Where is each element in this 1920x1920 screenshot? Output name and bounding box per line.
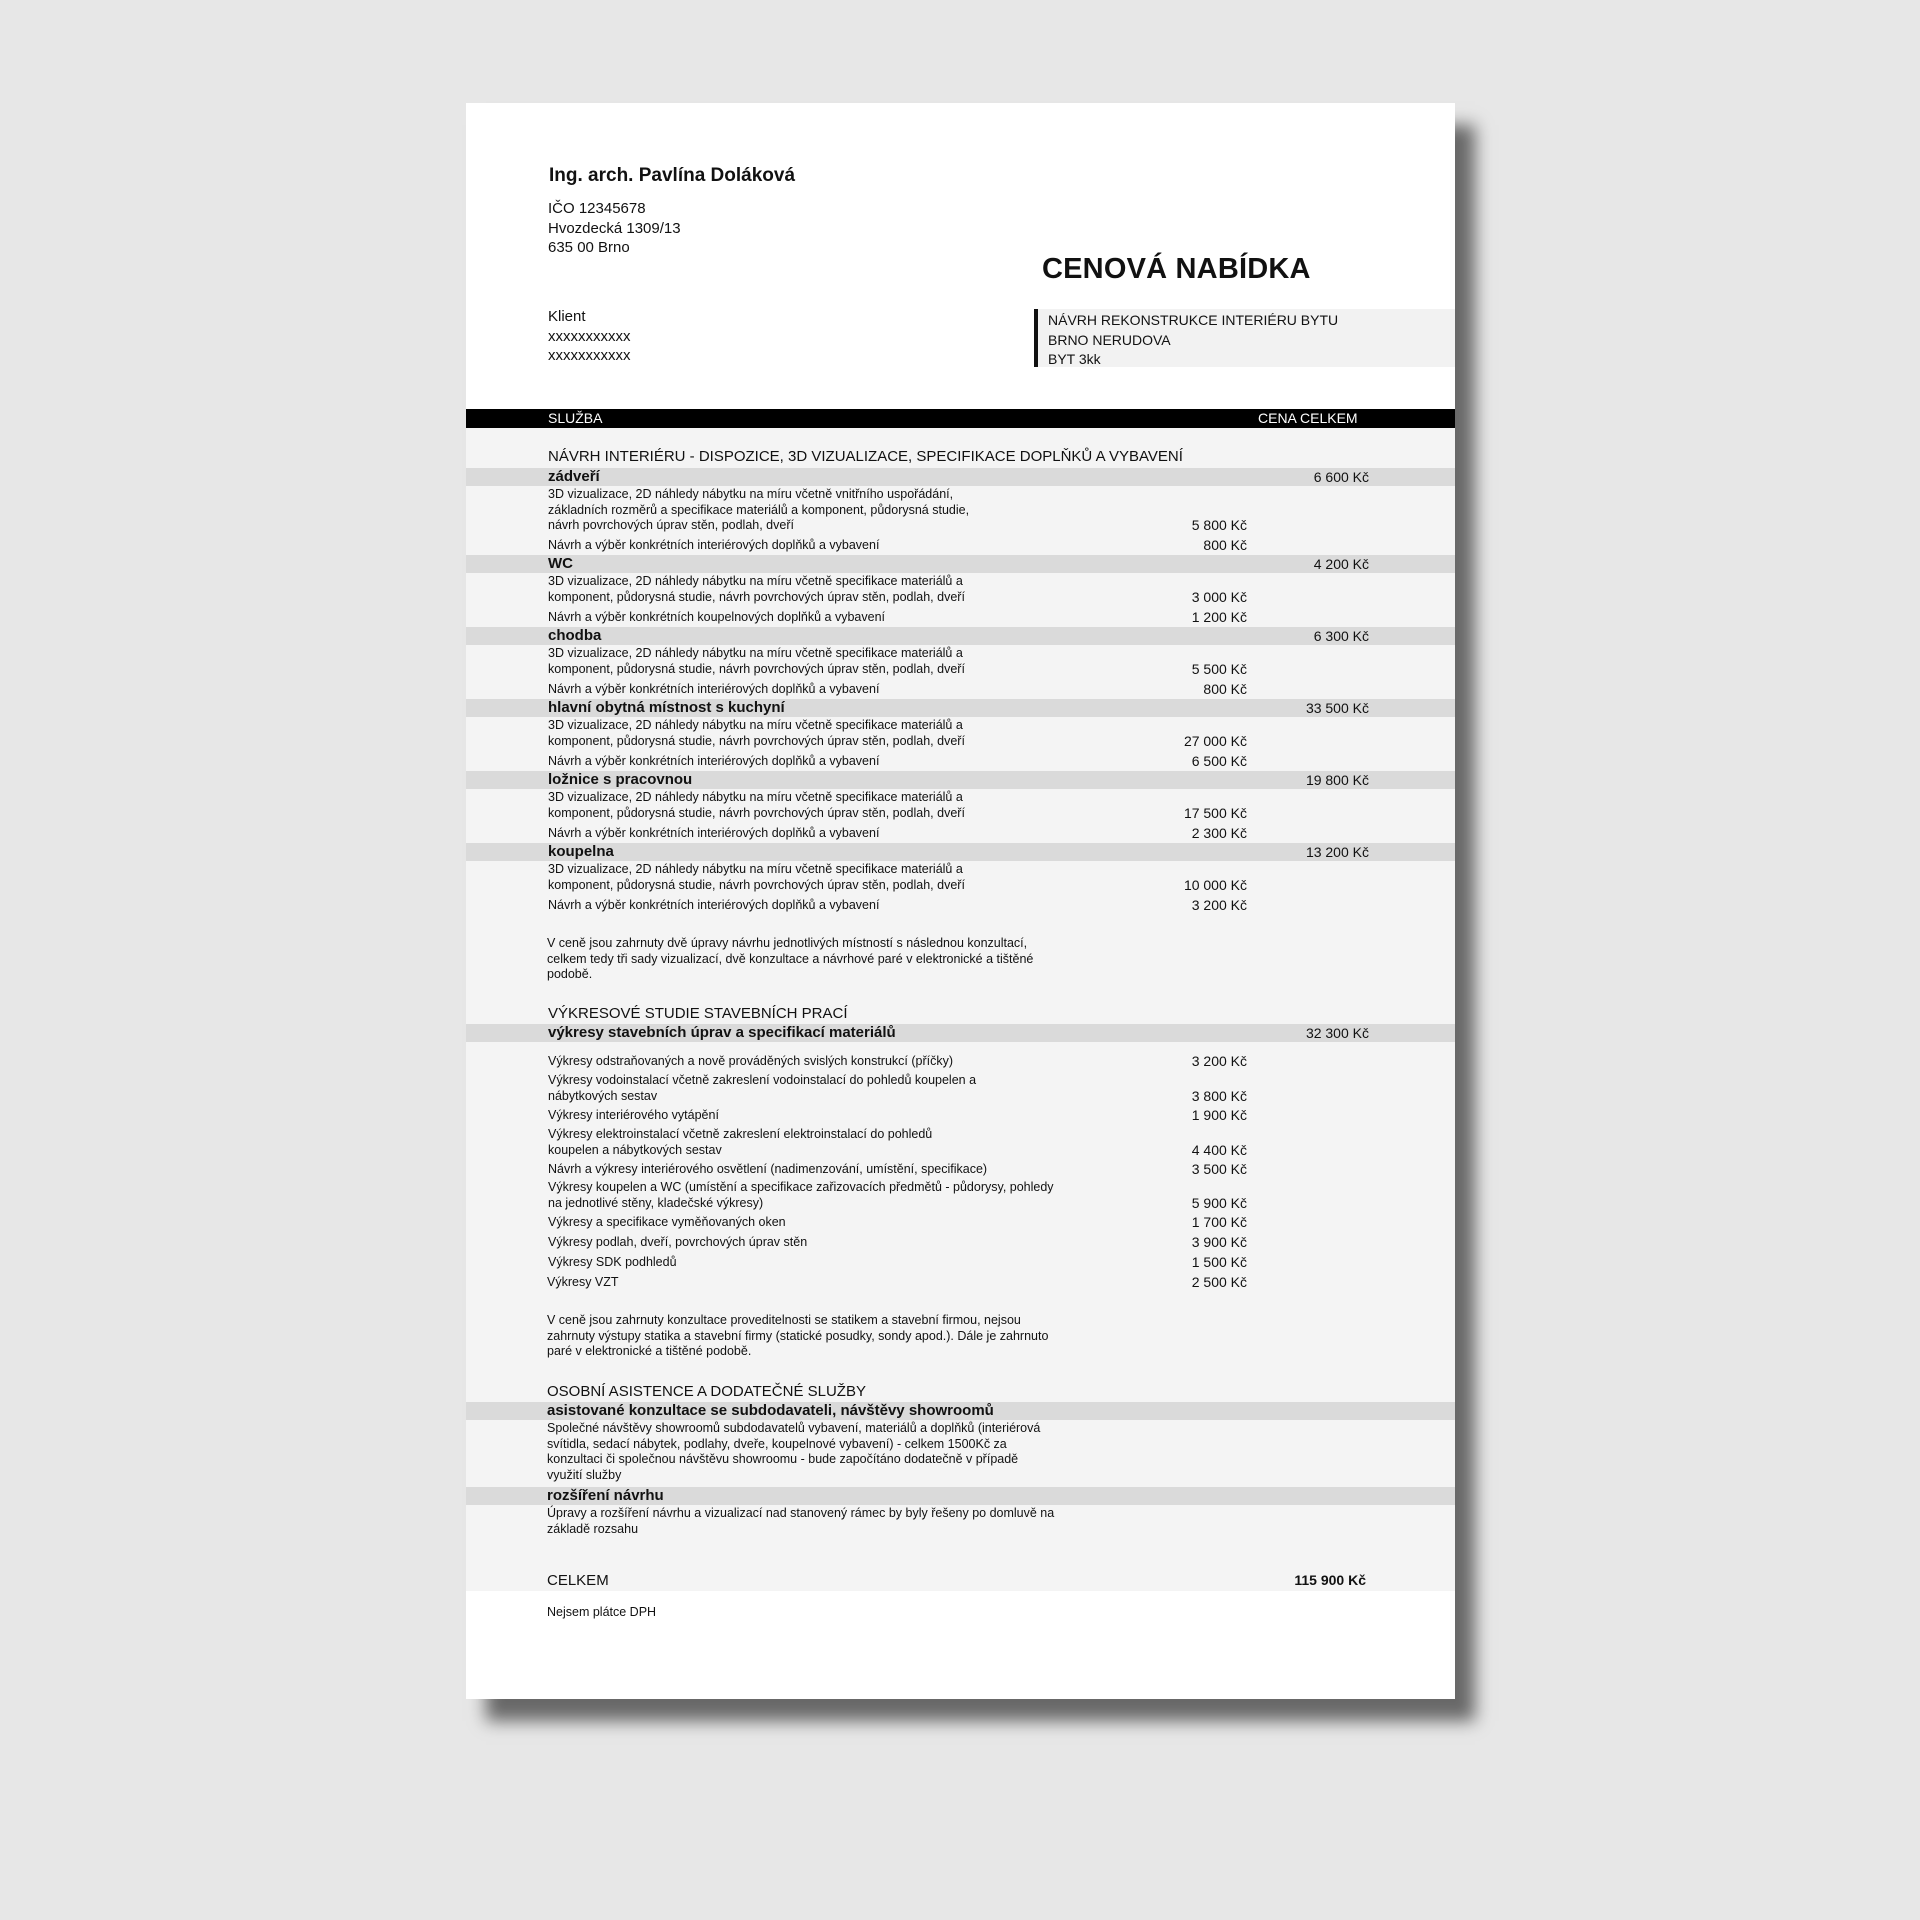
room-band (466, 699, 1455, 717)
drawing-item-price: 5 900 Kč (1191, 1195, 1247, 1211)
room-design-desc (548, 862, 965, 893)
project-line-1: NÁVRH REKONSTRUKCE INTERIÉRU BYTU (1048, 312, 1339, 328)
desc-line: svítidla, sedací nábytek, podlahy, dveře, koupelnové vybavení) - celkem 1500Kč za (547, 1436, 1007, 1451)
drawing-item-price: 3 200 Kč (1191, 1053, 1247, 1069)
room-band (466, 771, 1455, 789)
drawing-item-desc: Výkresy interiérového vytápění (548, 1108, 719, 1122)
room-band (466, 555, 1455, 573)
drawing-item-price: 1 500 Kč (1191, 1254, 1247, 1270)
desc-line: nábytkových sestav (548, 1088, 658, 1103)
room-name: zádveří (548, 468, 600, 485)
drawing-item-price: 2 500 Kč (1191, 1274, 1247, 1290)
room-design-desc (548, 487, 969, 534)
room-design-desc (548, 790, 965, 821)
design-price: 3 000 Kč (1191, 589, 1247, 605)
drawing-item-desc: Návrh a výkresy interiérového osvětlení (nadimenzování, umístění, specifikace) (548, 1162, 988, 1176)
drawing-item-desc: Výkresy odstraňovaných a nově prováděných svislých konstrukcí (příčky) (548, 1054, 954, 1068)
desc-line: Výkresy elektroinstalací včetně zakreslení elektroinstalací do pohledů (548, 1127, 933, 1141)
section1-note (547, 936, 1033, 983)
desc-line: komponent, půdorysná studie, návrh povrchových úprav stěn, podlah, dveří (548, 877, 965, 892)
note-line: V ceně jsou zahrnuty konzultace proveditelnosti se statikem a stavební firmou, nejsou (547, 1313, 1021, 1327)
acc-price: 1 200 Kč (1191, 609, 1247, 625)
room-band (466, 843, 1455, 861)
extension-desc (547, 1506, 1054, 1537)
room-total: 6 300 Kč (1313, 628, 1369, 644)
room-acc-desc: Návrh a výběr konkrétních koupelnových doplňků a vybavení (548, 610, 885, 624)
desc-line: 3D vizualizace, 2D náhledy nábytku na míru včetně specifikace materiálů a (548, 790, 963, 804)
note-line: celkem tedy tři sady vizualizací, dvě konzultace a návrhové paré v elektronické a tištěné (547, 951, 1034, 966)
issuer-ico: IČO 12345678 (548, 200, 646, 217)
desc-line: Úpravy a rozšíření návrhu a vizualizací nad stanovený rámec by byly řešeny po domluvě na (547, 1506, 1055, 1520)
section-title-drawings: VÝKRESOVÉ STUDIE STAVEBNÍCH PRACÍ (548, 1005, 848, 1022)
drawing-item-price: 1 700 Kč (1191, 1214, 1247, 1230)
note-line: V ceně jsou zahrnuty dvě úpravy návrhu jednotlivých místností s následnou konzultací, (547, 936, 1028, 950)
room-acc-desc: Návrh a výběr konkrétních interiérových doplňků a vybavení (548, 538, 880, 552)
client-line-2: xxxxxxxxxxx (548, 347, 631, 364)
drawing-item-desc: Výkresy a specifikace vyměňovaných oken (548, 1215, 786, 1229)
room-name: chodba (548, 627, 602, 644)
desc-line: Výkresy koupelen a WC (umístění a specifikace zařizovacích předmětů - půdorysy, pohledy (548, 1180, 1054, 1194)
room-design-desc (548, 574, 965, 605)
room-acc-desc: Návrh a výběr konkrétních interiérových doplňků a vybavení (548, 826, 880, 840)
desc-line: komponent, půdorysná studie, návrh povrchových úprav stěn, podlah, dveří (548, 805, 965, 820)
desc-line: komponent, půdorysná studie, návrh povrchových úprav stěn, podlah, dveří (548, 661, 965, 676)
drawing-item-desc (548, 1180, 1054, 1211)
drawing-item-desc (548, 1073, 976, 1104)
drawing-item-price: 3 900 Kč (1191, 1234, 1247, 1250)
drawing-item-price: 1 900 Kč (1191, 1107, 1247, 1123)
room-band (466, 468, 1455, 486)
room-name: koupelna (548, 843, 614, 860)
room-name: hlavní obytná místnost s kuchyní (548, 699, 785, 716)
issuer-city: 635 00 Brno (548, 239, 630, 256)
issuer-street: Hvozdecká 1309/13 (548, 219, 681, 237)
section2-note (547, 1313, 1048, 1360)
drawing-item-desc: Výkresy podlah, dveří, povrchových úprav stěn (548, 1235, 808, 1249)
assistance-band-title: asistované konzultace se subdodavateli, návštěvy showroomů (547, 1402, 994, 1419)
design-price: 17 500 Kč (1183, 805, 1247, 821)
drawing-item-desc: Výkresy SDK podhledů (548, 1255, 677, 1269)
desc-line: komponent, půdorysná studie, návrh povrchových úprav stěn, podlah, dveří (548, 589, 965, 604)
extension-band (466, 1487, 1455, 1505)
room-acc-desc: Návrh a výběr konkrétních interiérových doplňků a vybavení (548, 898, 880, 912)
acc-price: 2 300 Kč (1191, 825, 1247, 841)
client-line-1: xxxxxxxxxxx (548, 327, 631, 345)
quote-page (466, 103, 1455, 1699)
desc-line: na jednotlivé stěny, kladečské výkresy) (548, 1195, 764, 1210)
room-band (466, 627, 1455, 645)
desc-line: komponent, půdorysná studie, návrh povrchových úprav stěn, podlah, dveří (548, 733, 965, 748)
drawings-band (466, 1024, 1455, 1042)
desc-line: základních rozměrů a specifikace materiálů a komponent, půdorysná studie, (548, 502, 970, 517)
assistance-band (466, 1402, 1455, 1420)
acc-price: 3 200 Kč (1191, 897, 1247, 913)
room-name: ložnice s pracovnou (548, 771, 693, 788)
project-block (1034, 309, 1455, 367)
issuer-address (548, 199, 681, 258)
room-design-desc (548, 718, 965, 749)
room-design-desc (548, 646, 965, 677)
desc-line: základě rozsahu (547, 1521, 639, 1536)
desc-line: 3D vizualizace, 2D náhledy nábytku na míru včetně specifikace materiálů a (548, 574, 963, 588)
total-value: 115 900 Kč (1294, 1572, 1366, 1588)
document-title: CENOVÁ NABÍDKA (1042, 253, 1311, 285)
room-total: 6 600 Kč (1313, 469, 1369, 485)
note-line: podobě. (547, 967, 593, 981)
desc-line: využití služby (547, 1467, 622, 1482)
acc-price: 6 500 Kč (1191, 753, 1247, 769)
header-total: CENA CELKEM (1258, 410, 1358, 426)
desc-line: konzultaci či společnou návštěvu showroomu - bude započítáno dodatečně v případě (547, 1452, 1019, 1466)
drawing-item-price: 4 400 Kč (1191, 1142, 1247, 1158)
room-total: 4 200 Kč (1313, 556, 1369, 572)
design-price: 5 800 Kč (1191, 517, 1247, 533)
section-title-design: NÁVRH INTERIÉRU - DISPOZICE, 3D VIZUALIZACE, SPECIFIKACE DOPLŇKŮ A VYBAVENÍ (548, 448, 1183, 465)
client-label: Klient (548, 308, 586, 325)
desc-line: 3D vizualizace, 2D náhledy nábytku na míru včetně specifikace materiálů a (548, 718, 963, 732)
client-block (548, 307, 631, 366)
design-price: 27 000 Kč (1183, 733, 1247, 749)
desc-line: návrh povrchových úprav stěn, podlah, dveří (548, 518, 794, 532)
room-total: 33 500 Kč (1305, 700, 1369, 716)
desc-line: 3D vizualizace, 2D náhledy nábytku na míru včetně vnitřního uspořádání, (548, 487, 954, 501)
project-line-2: BRNO NERUDOVA (1048, 331, 1171, 348)
acc-price: 800 Kč (1203, 681, 1247, 697)
room-total: 19 800 Kč (1305, 772, 1369, 788)
issuer-name: Ing. arch. Pavlína Doláková (549, 165, 796, 186)
desc-line: Výkresy vodoinstalací včetně zakreslení vodoinstalací do pohledů koupelen a (548, 1073, 977, 1087)
table-body (466, 428, 1455, 1591)
drawings-band-title: výkresy stavebních úprav a specifikací materiálů (548, 1024, 896, 1041)
acc-price: 800 Kč (1203, 537, 1247, 553)
room-total: 13 200 Kč (1305, 844, 1369, 860)
drawings-band-total: 32 300 Kč (1305, 1025, 1369, 1041)
drawing-item-desc: Výkresy VZT (547, 1275, 619, 1289)
drawing-item-price: 3 500 Kč (1191, 1161, 1247, 1177)
section-title-assistance: OSOBNÍ ASISTENCE A DODATEČNÉ SLUŽBY (547, 1383, 866, 1400)
design-price: 10 000 Kč (1183, 877, 1247, 893)
room-acc-desc: Návrh a výběr konkrétních interiérových doplňků a vybavení (548, 754, 880, 768)
desc-line: Společné návštěvy showroomů subdodavatelů vybavení, materiálů a doplňků (interiérová (547, 1421, 1041, 1435)
drawing-item-desc (548, 1127, 932, 1158)
total-label: CELKEM (547, 1572, 609, 1589)
desc-line: koupelen a nábytkových sestav (548, 1142, 722, 1157)
desc-line: 3D vizualizace, 2D náhledy nábytku na míru včetně specifikace materiálů a (548, 646, 963, 660)
room-name: WC (548, 555, 573, 572)
extension-band-title: rozšíření návrhu (547, 1487, 664, 1504)
room-acc-desc: Návrh a výběr konkrétních interiérových doplňků a vybavení (548, 682, 880, 696)
drawing-item-price: 3 800 Kč (1191, 1088, 1247, 1104)
vat-note: Nejsem plátce DPH (547, 1605, 657, 1619)
design-price: 5 500 Kč (1191, 661, 1247, 677)
project-line-3: BYT 3kk (1048, 351, 1101, 367)
note-line: zahrnuty výstupy statika a stavební firmy (statické posudky, sondy apod.). Dále je zahrnuto (547, 1328, 1049, 1343)
assistance-desc (547, 1421, 1040, 1483)
header-service: SLUŽBA (548, 410, 603, 426)
table-header (466, 409, 1455, 428)
note-line: paré v elektronické a tištěné podobě. (547, 1344, 752, 1358)
desc-line: 3D vizualizace, 2D náhledy nábytku na míru včetně specifikace materiálů a (548, 862, 963, 876)
